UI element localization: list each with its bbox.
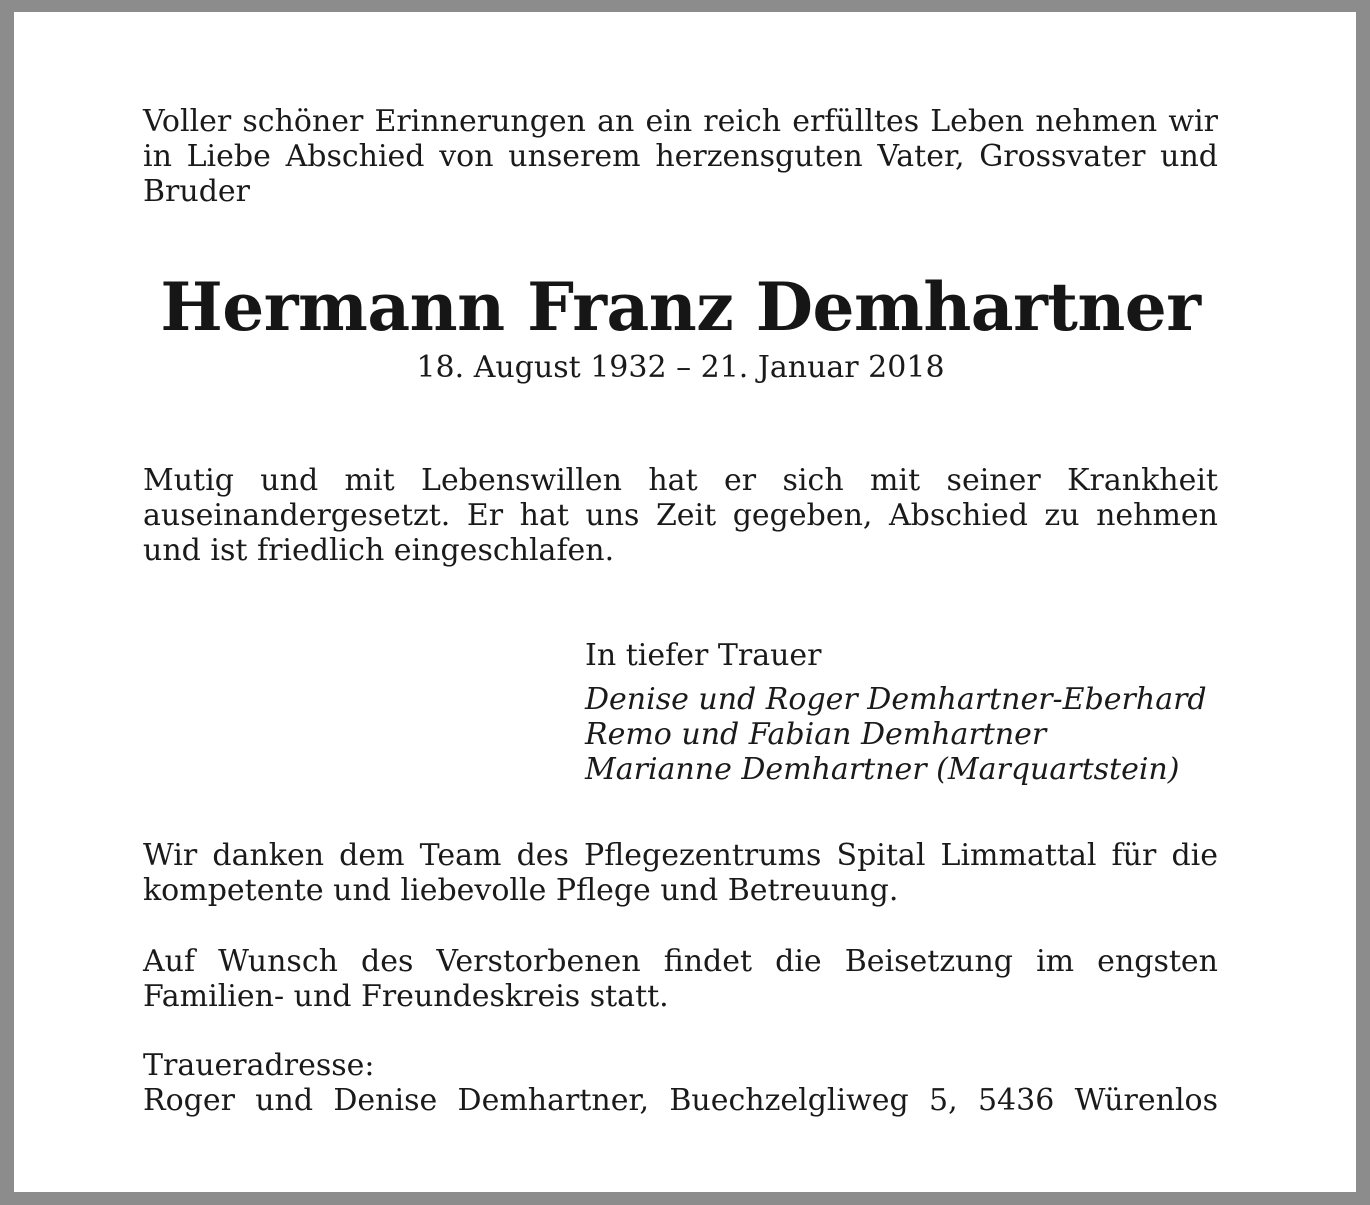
address-label: Traueradresse: xyxy=(143,1048,375,1083)
deceased-name: Hermann Franz Demhartner xyxy=(160,268,1201,346)
mourner-name: Marianne Demhartner (Marquartstein) xyxy=(585,752,1180,787)
thanks-text: Wir danken dem Team des Pflegezentrums Spital Limmattal für die kompetente und liebevolle Pflege und Betreuung. xyxy=(143,838,1218,908)
mourner-name: Denise und Roger Demhartner-Eberhard xyxy=(585,682,1207,717)
intro-text: Voller schöner Erinnerungen an ein reich erfülltes Leben nehmen wir in Liebe Abschied von unserem herzensguten Vater, Grossvater und Bruder xyxy=(143,104,1218,209)
illness-text: Mutig und mit Lebenswillen hat er sich mit seiner Krankheit auseinandergesetzt. Er hat uns Zeit gegeben, Abschied zu nehmen und ist friedlich eingeschlafen. xyxy=(143,463,1218,568)
mourning-address: Roger und Denise Demhartner, Buechzelgliweg 5, 5436 Würenlos xyxy=(143,1083,1218,1118)
life-dates: 18. August 1932 – 21. Januar 2018 xyxy=(416,350,945,385)
burial-text: Auf Wunsch des Verstorbenen findet die Beisetzung im engsten Familien- und Freundeskreis statt. xyxy=(143,944,1218,1014)
mourners-block xyxy=(585,638,1225,787)
obituary-page xyxy=(14,12,1356,1192)
mourner-name: Remo und Fabian Demhartner xyxy=(585,717,1047,752)
mourning-heading: In tiefer Trauer xyxy=(585,638,822,673)
